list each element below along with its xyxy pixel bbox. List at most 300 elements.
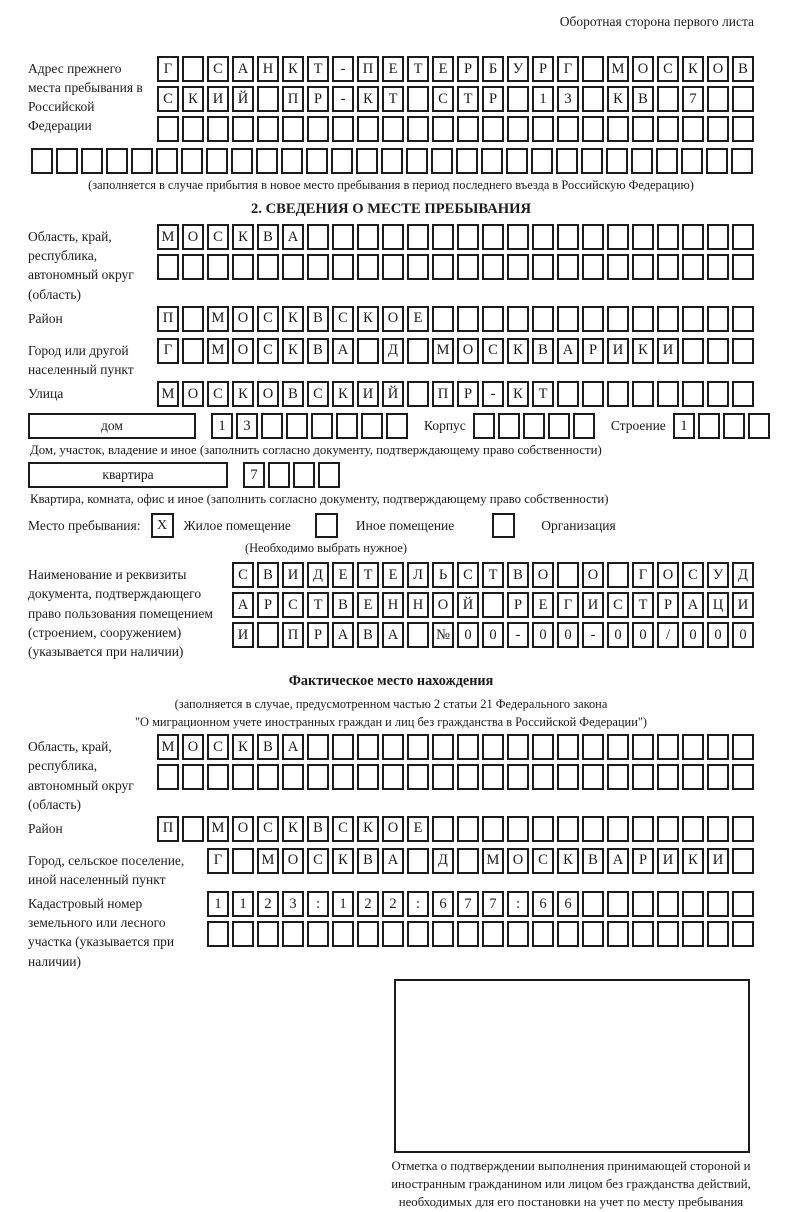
char-cell [557, 816, 579, 842]
char-cell [682, 921, 704, 947]
char-cell [407, 254, 429, 280]
char-cell [698, 413, 720, 439]
district-row [154, 306, 754, 332]
char-cell [307, 116, 329, 142]
char-cell [307, 254, 329, 280]
char-cell: Р [582, 338, 604, 364]
char-cell [506, 148, 528, 174]
document-row-3 [229, 622, 754, 648]
char-cell: К [357, 816, 379, 842]
char-cell: : [307, 891, 329, 917]
char-cell: Р [507, 592, 529, 618]
char-cell [657, 734, 679, 760]
char-cell: Н [382, 592, 404, 618]
char-cell: Г [157, 338, 179, 364]
char-cell [723, 413, 745, 439]
char-cell [336, 413, 358, 439]
char-cell [232, 921, 254, 947]
char-cell [432, 921, 454, 947]
char-cell: 0 [707, 622, 729, 648]
char-cell: 0 [457, 622, 479, 648]
char-cell [457, 764, 479, 790]
char-cell: В [282, 381, 304, 407]
char-cell [657, 224, 679, 250]
char-cell [732, 734, 754, 760]
char-cell: Ц [707, 592, 729, 618]
char-cell [607, 764, 629, 790]
char-cell: Е [532, 592, 554, 618]
char-cell [507, 734, 529, 760]
char-cell [682, 338, 704, 364]
char-cell: А [332, 622, 354, 648]
prev-address-rows [154, 56, 754, 146]
char-cell [157, 116, 179, 142]
char-cell [207, 921, 229, 947]
actual-district-label: Район [28, 820, 63, 836]
char-cell: К [632, 338, 654, 364]
char-cell: В [732, 56, 754, 82]
region-rows [154, 224, 754, 284]
char-cell [707, 338, 729, 364]
apartment-row [28, 462, 754, 488]
char-cell: Н [407, 592, 429, 618]
char-cell: Г [557, 592, 579, 618]
char-cell [307, 764, 329, 790]
char-cell: К [282, 816, 304, 842]
document-label: Наименование и реквизиты документа, подтверждающего право пользования помещением (строением, сооружением) (указывается при наличии) [28, 567, 213, 659]
char-cell [318, 462, 340, 488]
char-cell: О [182, 381, 204, 407]
char-cell [306, 148, 328, 174]
char-cell: В [507, 562, 529, 588]
char-cell [532, 224, 554, 250]
char-cell: Т [407, 56, 429, 82]
char-cell: О [232, 816, 254, 842]
actual-city-block [28, 848, 754, 889]
char-cell [607, 224, 629, 250]
char-cell: 0 [632, 622, 654, 648]
char-cell: К [557, 848, 579, 874]
char-cell: А [557, 338, 579, 364]
char-cell [707, 224, 729, 250]
char-cell: О [282, 848, 304, 874]
char-cell: 1 [207, 891, 229, 917]
char-cell: П [157, 306, 179, 332]
char-cell: С [332, 816, 354, 842]
char-cell [548, 413, 570, 439]
char-cell [432, 254, 454, 280]
char-cell [268, 462, 290, 488]
char-cell [482, 116, 504, 142]
char-cell: Ь [432, 562, 454, 588]
cadastral-block [28, 891, 754, 971]
char-cell: М [432, 338, 454, 364]
char-cell [432, 764, 454, 790]
char-cell: Г [632, 562, 654, 588]
char-cell: - [507, 622, 529, 648]
char-cell [106, 148, 128, 174]
char-cell [732, 86, 754, 112]
char-cell: С [157, 86, 179, 112]
char-cell [473, 413, 495, 439]
char-cell: П [157, 816, 179, 842]
char-cell [281, 148, 303, 174]
house-row [28, 413, 754, 439]
char-cell: С [332, 306, 354, 332]
prev-address-row-2 [154, 86, 754, 112]
char-cell [382, 254, 404, 280]
char-cell: С [207, 381, 229, 407]
char-cell: Т [307, 592, 329, 618]
char-cell [573, 413, 595, 439]
char-cell [657, 116, 679, 142]
stay-type-checkbox-organization [492, 513, 515, 538]
char-cell: К [357, 86, 379, 112]
page-corner-note: Оборотная сторона первого листа [559, 14, 754, 29]
char-cell [507, 816, 529, 842]
prev-address-row-3 [154, 116, 754, 142]
actual-city-row [204, 848, 754, 874]
char-cell: О [232, 338, 254, 364]
char-cell [632, 764, 654, 790]
char-cell: О [382, 816, 404, 842]
char-cell: / [657, 622, 679, 648]
char-cell: Е [407, 816, 429, 842]
char-cell [182, 306, 204, 332]
char-cell: И [232, 622, 254, 648]
char-cell [582, 86, 604, 112]
actual-region-row-2 [154, 764, 754, 790]
char-cell [357, 116, 379, 142]
char-cell [507, 764, 529, 790]
char-cell: - [482, 381, 504, 407]
char-cell [582, 734, 604, 760]
char-cell: Е [382, 56, 404, 82]
char-cell: 1 [211, 413, 233, 439]
char-cell [282, 254, 304, 280]
char-cell [407, 381, 429, 407]
char-cell [457, 254, 479, 280]
char-cell [523, 413, 545, 439]
char-cell: - [332, 56, 354, 82]
char-cell: 1 [532, 86, 554, 112]
char-cell [732, 306, 754, 332]
char-cell [156, 148, 178, 174]
char-cell [332, 224, 354, 250]
stay-type-checkbox-other [315, 513, 338, 538]
char-cell [207, 254, 229, 280]
char-cell [732, 116, 754, 142]
char-cell: В [307, 816, 329, 842]
korpus-cells [470, 413, 595, 439]
char-cell [407, 116, 429, 142]
char-cell: Г [557, 56, 579, 82]
char-cell [582, 381, 604, 407]
char-cell: И [207, 86, 229, 112]
char-cell [607, 381, 629, 407]
char-cell [682, 381, 704, 407]
char-cell [182, 116, 204, 142]
char-cell: И [707, 848, 729, 874]
char-cell [232, 116, 254, 142]
char-cell [407, 86, 429, 112]
char-cell [182, 254, 204, 280]
actual-city-label: Город, сельское поселение, иной населенный пункт [28, 852, 185, 887]
char-cell: В [257, 224, 279, 250]
char-cell [632, 116, 654, 142]
char-cell [457, 848, 479, 874]
char-cell: Т [457, 86, 479, 112]
char-cell [532, 116, 554, 142]
region-row-1 [154, 224, 754, 250]
apartment-cells [240, 462, 340, 488]
char-cell: И [657, 848, 679, 874]
char-cell [732, 381, 754, 407]
char-cell [257, 764, 279, 790]
char-cell: В [332, 592, 354, 618]
char-cell: В [257, 734, 279, 760]
char-cell [382, 224, 404, 250]
char-cell: Р [307, 622, 329, 648]
char-cell: Т [482, 562, 504, 588]
char-cell [457, 921, 479, 947]
char-cell [707, 254, 729, 280]
char-cell [407, 622, 429, 648]
char-cell [432, 224, 454, 250]
house-cells [208, 413, 408, 439]
char-cell: - [332, 86, 354, 112]
apartment-box: квартира [28, 462, 228, 488]
char-cell: А [382, 622, 404, 648]
char-cell: О [632, 56, 654, 82]
char-cell: О [707, 56, 729, 82]
char-cell [206, 148, 228, 174]
char-cell: К [232, 734, 254, 760]
char-cell [682, 224, 704, 250]
char-cell [557, 254, 579, 280]
char-cell [557, 224, 579, 250]
prev-address-note: (заполняется в случае прибытия в новое место пребывания в период последнего въезда в Российскую Федерацию) [88, 178, 694, 192]
char-cell [507, 86, 529, 112]
char-cell [257, 86, 279, 112]
char-cell [406, 148, 428, 174]
char-cell [456, 148, 478, 174]
char-cell: С [257, 306, 279, 332]
char-cell [386, 413, 408, 439]
char-cell: 2 [357, 891, 379, 917]
char-cell: С [207, 224, 229, 250]
house-note: Дом, участок, владение и иное (заполнить согласно документу, подтверждающему право собственности) [30, 443, 602, 458]
char-cell [232, 764, 254, 790]
char-cell [457, 306, 479, 332]
char-cell [682, 764, 704, 790]
char-cell [657, 816, 679, 842]
char-cell: С [282, 592, 304, 618]
char-cell: : [407, 891, 429, 917]
stay-type-option-other: Иное помещение [355, 517, 455, 533]
char-cell [182, 764, 204, 790]
char-cell: С [432, 86, 454, 112]
char-cell [261, 413, 283, 439]
char-cell [482, 734, 504, 760]
char-cell: И [357, 381, 379, 407]
char-cell [257, 622, 279, 648]
street-row [154, 381, 754, 407]
char-cell [507, 116, 529, 142]
char-cell [632, 816, 654, 842]
region-row-2 [154, 254, 754, 280]
char-cell [582, 254, 604, 280]
char-cell: Е [382, 562, 404, 588]
char-cell [732, 224, 754, 250]
actual-district-block [28, 816, 754, 846]
char-cell [657, 306, 679, 332]
char-cell: - [582, 622, 604, 648]
char-cell: Е [357, 592, 379, 618]
char-cell [707, 921, 729, 947]
char-cell [657, 891, 679, 917]
char-cell [482, 306, 504, 332]
char-cell: 7 [457, 891, 479, 917]
char-cell [657, 86, 679, 112]
char-cell: Й [232, 86, 254, 112]
char-cell [607, 254, 629, 280]
char-cell [682, 254, 704, 280]
char-cell: Р [632, 848, 654, 874]
char-cell [407, 224, 429, 250]
char-cell: К [282, 338, 304, 364]
char-cell [357, 734, 379, 760]
char-cell [432, 816, 454, 842]
char-cell [357, 764, 379, 790]
char-cell: А [232, 56, 254, 82]
char-cell: Б [482, 56, 504, 82]
char-cell [307, 734, 329, 760]
char-cell: О [507, 848, 529, 874]
char-cell: О [532, 562, 554, 588]
char-cell: 7 [482, 891, 504, 917]
char-cell: Р [457, 56, 479, 82]
house-box: дом [28, 413, 196, 439]
char-cell: Д [732, 562, 754, 588]
char-cell [332, 764, 354, 790]
char-cell: П [432, 381, 454, 407]
char-cell: Е [332, 562, 354, 588]
char-cell: Д [307, 562, 329, 588]
actual-location-title: Фактическое место нахождения [288, 672, 494, 689]
char-cell [607, 816, 629, 842]
char-cell: К [282, 306, 304, 332]
char-cell [232, 254, 254, 280]
char-cell: И [607, 338, 629, 364]
char-cell: С [232, 562, 254, 588]
street-block [28, 381, 754, 411]
char-cell: О [582, 562, 604, 588]
char-cell: С [682, 562, 704, 588]
char-cell: П [282, 622, 304, 648]
cadastral-row-1 [204, 891, 754, 917]
char-cell: Г [207, 848, 229, 874]
char-cell: 6 [532, 891, 554, 917]
actual-location-note-2: "О миграционном учете иностранных граждан и лиц без гражданства в Российской Федерации") [134, 715, 648, 730]
char-cell [707, 816, 729, 842]
city-block [28, 338, 754, 379]
char-cell [731, 148, 753, 174]
street-label: Улица [28, 386, 64, 402]
char-cell [532, 254, 554, 280]
char-cell [582, 891, 604, 917]
char-cell [457, 734, 479, 760]
char-cell: А [282, 224, 304, 250]
char-cell [632, 224, 654, 250]
char-cell [682, 891, 704, 917]
char-cell [532, 816, 554, 842]
char-cell: К [332, 381, 354, 407]
char-cell: С [257, 816, 279, 842]
char-cell [482, 921, 504, 947]
char-cell [507, 254, 529, 280]
char-cell [382, 764, 404, 790]
char-cell [582, 224, 604, 250]
actual-region-row-1 [154, 734, 754, 760]
char-cell [657, 381, 679, 407]
char-cell: М [207, 306, 229, 332]
char-cell: М [157, 734, 179, 760]
char-cell [632, 891, 654, 917]
char-cell: С [307, 381, 329, 407]
char-cell [311, 413, 333, 439]
char-cell [331, 148, 353, 174]
char-cell: Р [457, 381, 479, 407]
char-cell: К [282, 56, 304, 82]
char-cell [431, 148, 453, 174]
city-label: Город или другой населенный пункт [28, 342, 134, 377]
char-cell [498, 413, 520, 439]
char-cell [632, 254, 654, 280]
char-cell: В [307, 306, 329, 332]
char-cell [557, 764, 579, 790]
char-cell: К [232, 381, 254, 407]
char-cell [307, 921, 329, 947]
char-cell: П [282, 86, 304, 112]
char-cell [257, 921, 279, 947]
char-cell [607, 306, 629, 332]
char-cell [332, 921, 354, 947]
char-cell [482, 224, 504, 250]
char-cell: А [282, 734, 304, 760]
char-cell: 2 [382, 891, 404, 917]
char-cell: С [532, 848, 554, 874]
char-cell [582, 921, 604, 947]
char-cell: А [607, 848, 629, 874]
stamp-area [388, 979, 754, 1212]
document-rows [229, 562, 754, 652]
char-cell: Л [407, 562, 429, 588]
stamp-box [394, 979, 750, 1153]
region-label: Область, край, республика, автономный округ (область) [28, 229, 134, 302]
char-cell: 0 [682, 622, 704, 648]
char-cell: Т [307, 56, 329, 82]
char-cell: 0 [732, 622, 754, 648]
char-cell [682, 816, 704, 842]
char-cell: Т [632, 592, 654, 618]
char-cell [432, 734, 454, 760]
char-cell [282, 921, 304, 947]
char-cell [407, 764, 429, 790]
char-cell: В [357, 622, 379, 648]
char-cell [282, 764, 304, 790]
char-cell: № [432, 622, 454, 648]
